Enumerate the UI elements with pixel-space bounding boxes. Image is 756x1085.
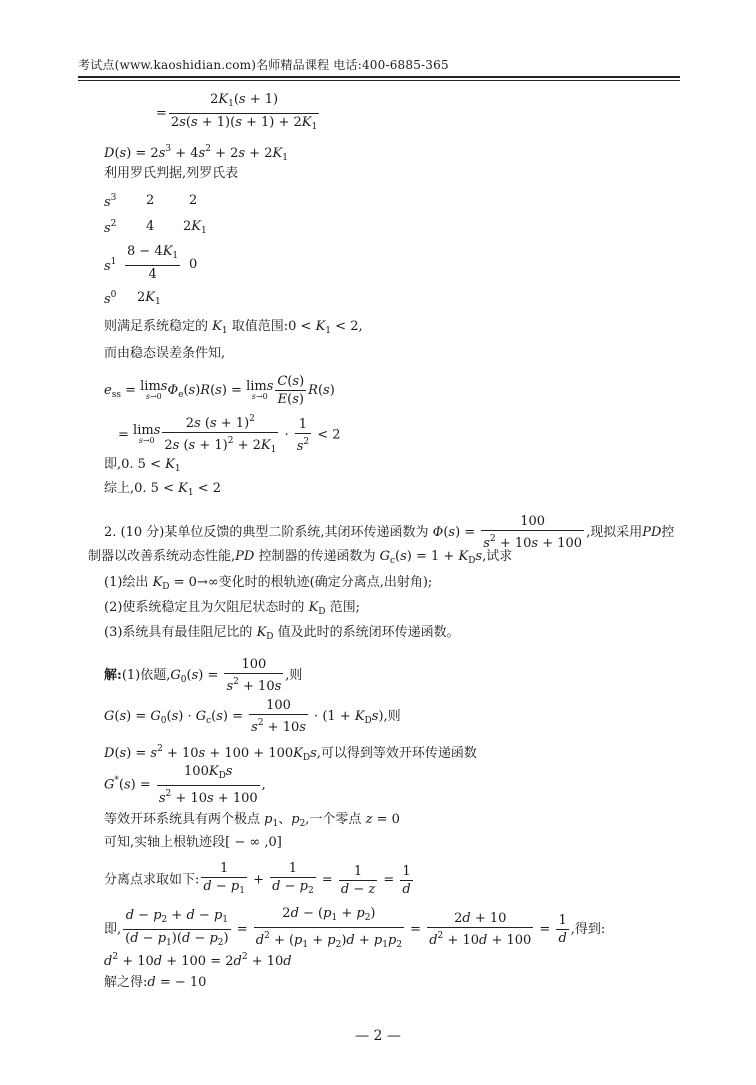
eq-solution-d: 解之得:d = − 10 bbox=[104, 975, 207, 990]
header-rule-thick bbox=[78, 76, 680, 78]
question-3: (3)系统具有最佳阻尼比的 $K_D$ 值及此时的系统闭环传递函数。 bbox=[104, 625, 460, 642]
header-rule-thin bbox=[78, 80, 680, 81]
eq-breakaway-expanded: 即, $\frac{d - p_2 + d - p_1}{(d - p_1)(d - p_2)}$ = $\frac{2d - (p_1 + p_2)}{d^2 + (p_1 + p_2)d + p_1p_2}$ = $\frac{2d + 10}{d^2 + 10d + 100}$ = $\frac{1}{d}$ ,得到: bbox=[104, 906, 606, 950]
page-header: 考试点(www.kaoshidian.com)名师精品课程 电话:400-6885-365 bbox=[78, 58, 449, 72]
result-k1-range: 综上,0. $5 < K_1 < 2$ bbox=[104, 481, 221, 498]
result-k1-lower: 即,0. $5 < K_1$ bbox=[104, 457, 181, 474]
error-condition-text: 而由稳态误差条件知, bbox=[104, 346, 226, 361]
stability-range: 则满足系统稳定的 $K_1$ 取值范围:0 < $K_1 < 2$, bbox=[104, 319, 363, 336]
routh-row-s3: $s^3$ bbox=[104, 193, 117, 210]
problem2-stem: 2. (10 分)某单位反馈的典型二阶系统,其闭环传递函数为 Φ(s) = $\frac{100}{s^2 + 10s + 100}$ ,现拟采用PD控 bbox=[104, 514, 675, 551]
question-2: (2)使系统稳定且为欠阻尼状态时的 $K_D$ 范围; bbox=[104, 600, 361, 617]
poles-zeros-text: 等效开环系统具有两个极点 $p_1$、$p_2$,一个零点 z = 0 bbox=[104, 812, 400, 829]
routh-intro: 利用罗氏判据,列罗氏表 bbox=[104, 166, 239, 181]
problem2-line2: 制器以改善系统动态性能,PD 控制器的传递函数为 $G_c(s) = 1 + K_Ds$,试求 bbox=[88, 549, 513, 566]
eq-breakaway: 分离点求取如下: $\frac{1}{d - p_1}$ + $\frac{1}{d - p_2}$ = $\frac{1}{d - z}$ = $\frac{1}{d}$ bbox=[104, 861, 411, 897]
page-number: — 2 — bbox=[355, 1028, 401, 1044]
question-1: (1)绘出 $K_D = 0\to\infty$变化时的根轨迹(确定分离点,出射角); bbox=[104, 575, 433, 592]
routh-row-s0: $s^0$ bbox=[104, 290, 117, 307]
routh-row-s2: $s^2$ bbox=[104, 219, 117, 236]
eq-ess-1: $e_{ss}$ = lims s→0 $\Phi_e(s)R(s)$ = lims s→0 $\frac{C(s)}{E(s)}$ R(s) bbox=[104, 374, 335, 407]
document-page: 考试点(www.kaoshidian.com)名师精品课程 电话:400-6885-365 = $\frac{2K_1(s + 1)}{2s(s + 1)(s + 1) + 2K_1}$ $D(s) = 2s^3 + 4s^2 + 2s + 2K_1$ 利用罗氏判据,列罗氏表 $s^3$ 2 2 $s^2$ 4 $2K_1$ $s^1$ $\frac{8 - 4K_1}{4}$ 0 $s^0$ $2K_1$ 则满足系统稳定的 $K_1$ 取值范围:0 < $K_1 < 2$, 而由稳态误差条件知, $e_{ss}$ = lims s→0 $\Phi_e(s)R(s)$ = lims s→0 $\frac{C(s)}{E(s)}$ R(s) = lims s→0 $\frac{2s (s + 1)^2}{2s (s + 1)^2 + 2K_1}$ · $\frac{1}{s^2}$ < 2 即,0. $5 < K_1$ 综上,0. $5 < K_1 < 2$ 2. (10 分)某单位反馈的典型二阶系统,其闭环传递函数为 Φ(s) = $\frac{100}{s^2 + 10s + 100}$ ,现拟采用PD控 制器以改善系统动态性能,PD 控制器的传递函数为 $G_c(s) = 1 + K_Ds$,试求 (1)绘出 $K_D = 0\to\infty$变化时的根轨迹(确定分离点,出射角); (2)使系统稳定且为欠阻尼状态时的 $K_D$ 范围; (3)系统具有最佳阻尼比的 $K_D$ 值及此时的系统闭环传递函数。 解:(1)依题$,G_0(s)$ = $\frac{100}{s^2 + 10s}$ ,则 $G(s) = G_0(s) \cdot G_c(s)$ = $\frac{100}{s^2 + 10s}$ · $(1 + K_Ds)$,则 $D(s) = s^2 + 10s + 100 + 100K_Ds$,可以得到等效开环传递函数 G*(s) = $\frac{100K_Ds}{s^2 + 10s + 100}$ , 等效开环系统具有两个极点 $p_1$、$p_2$,一个零点 z = 0 可知,实轴上根轨迹段[ − ∞ ,0] 分离点求取如下: $\frac{1}{d - p_1}$ + $\frac{1}{d - p_2}$ = $\frac{1}{d - z}$ = $\frac{1}{d}$ 即, $\frac{d - p_2 + d - p_1}{(d - p_1)(d - p_2)}$ = $\frac{2d - (p_1 + p_2)}{d^2 + (p_1 + p_2)d + p_1p_2}$ = $\frac{2d + 10}{d^2 + 10d + 100}$ = $\frac{1}{d}$ ,得到: $d^2 + 10d + 100 = 2d^2 + 10d$ 解之得:d = − 10 — 2 — bbox=[0, 0, 756, 1085]
eq-g-open: $G(s) = G_0(s) \cdot G_c(s)$ = $\frac{100}{s^2 + 10s}$ · $(1 + K_Ds)$,则 bbox=[104, 698, 401, 735]
eq-d-s: $D(s) = s^2 + 10s + 100 + 100K_Ds$,可以得到等效开环传递函数 bbox=[104, 744, 477, 763]
eq-ess-2: = lims s→0 $\frac{2s (s + 1)^2}{2s (s + 1)^2 + 2K_1}$ · $\frac{1}{s^2}$ < 2 bbox=[118, 414, 341, 455]
eq-closed-loop-ratio: = $\frac{2K_1(s + 1)}{2s(s + 1)(s + 1) + 2K_1}$ bbox=[156, 92, 318, 132]
eq-quadratic: $d^2 + 10d + 100 = 2d^2 + 10d$ bbox=[104, 952, 292, 969]
eq-characteristic: $D(s) = 2s^3 + 4s^2 + 2s + 2K_1$ bbox=[104, 144, 288, 163]
real-axis-text: 可知,实轴上根轨迹段[ − ∞ ,0] bbox=[104, 835, 282, 850]
routh-row-s1: $s^1$ bbox=[104, 257, 117, 274]
eq-g0: 解:(1)依题$,G_0(s)$ = $\frac{100}{s^2 + 10s}$ ,则 bbox=[104, 657, 303, 694]
eq-g-star: G*(s) = $\frac{100K_Ds}{s^2 + 10s + 100}$ , bbox=[104, 764, 266, 806]
